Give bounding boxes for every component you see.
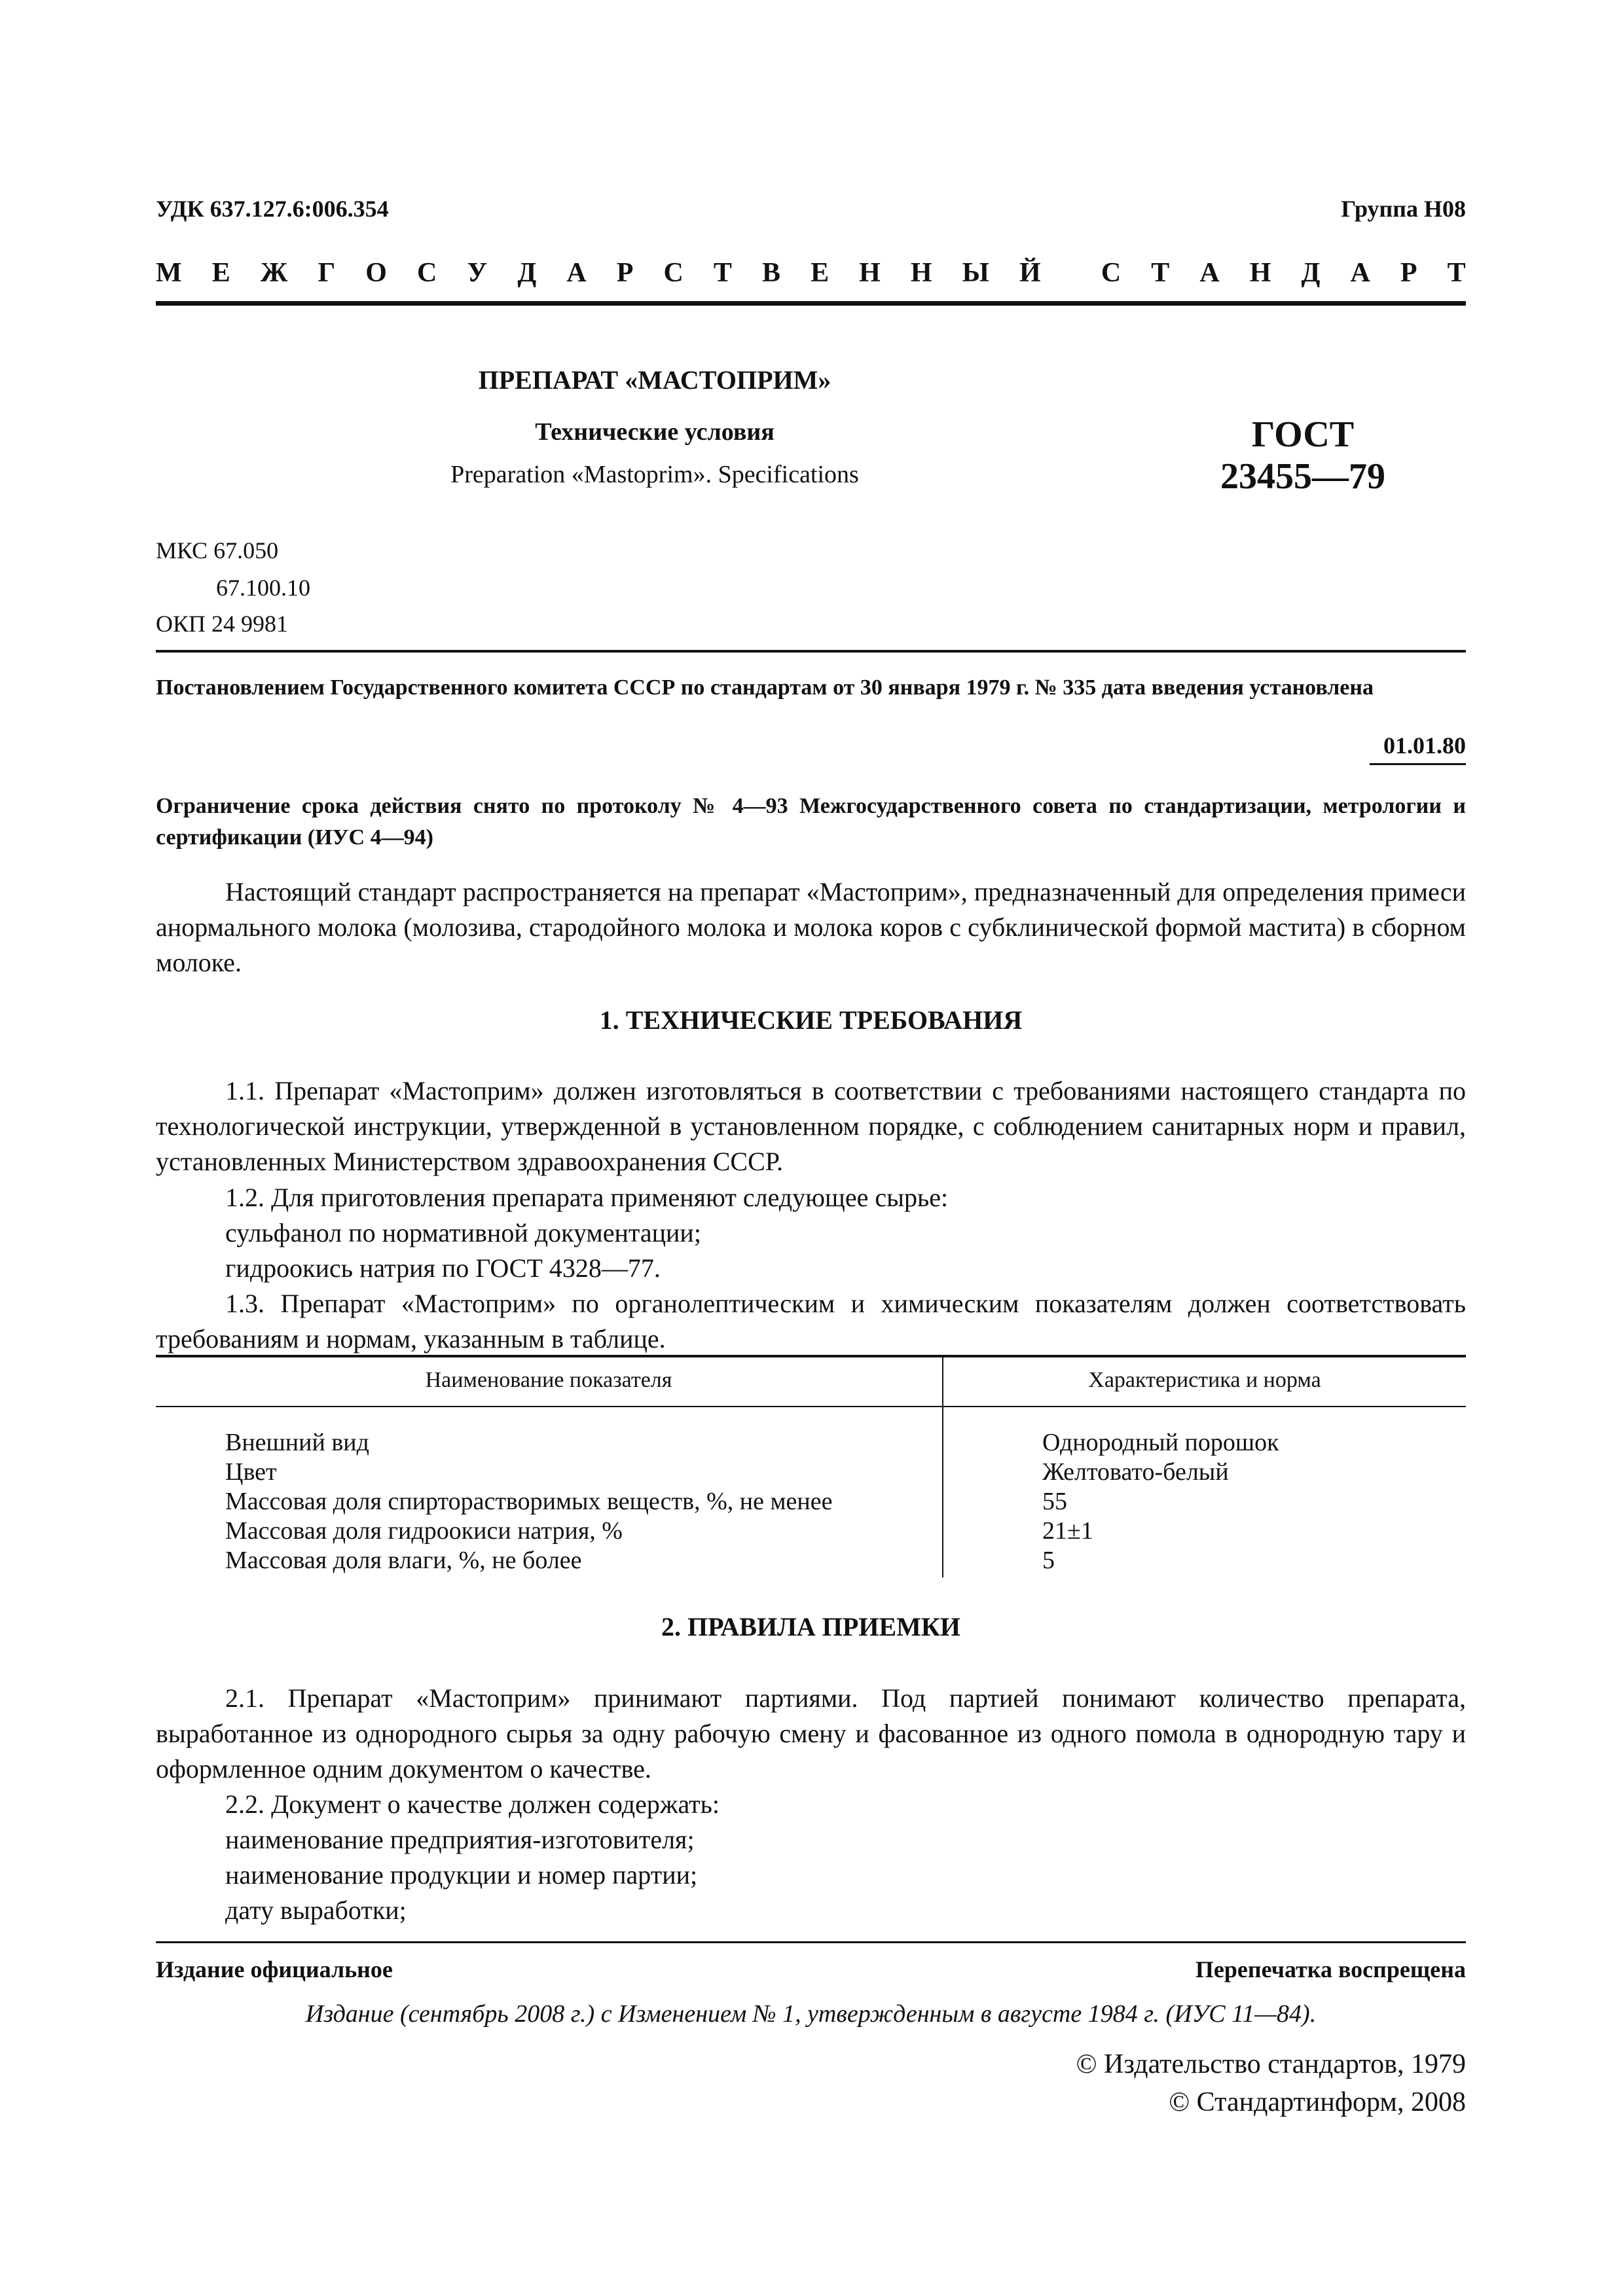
table-cell-value: 5 [1042,1547,1055,1574]
scope-paragraph: Настоящий стандарт распространяется на препарат «Мастоприм», предназначенный для определения примеси анормального молока (молозива, стародойного молока и молока коров с субклинической формой мастита) в сборном молоке. [156,877,1466,977]
table-cell-value: 55 [1042,1488,1067,1515]
banner-letter: Й [1019,258,1041,288]
banner-letter: А [1350,258,1370,288]
document-english-title: Preparation «Mastoprim». Specifications [450,461,859,488]
banner-letter: Т [1151,258,1170,288]
document-content-item: наименование продукции и номер партии; [225,1860,698,1890]
banner-letter: М [156,258,182,288]
banner-letter: Н [910,258,932,288]
footer-divider [156,1941,1466,1943]
table-cell-name: Массовая доля спирторастворимых веществ, %, не менее [225,1488,833,1515]
document-title: ПРЕПАРАТ «МАСТОПРИМ» [478,365,831,395]
table-cell-name: Цвет [225,1458,277,1486]
banner-letter: О [365,258,387,288]
banner-letter: С [663,258,684,288]
document-subtitle: Технические условия [535,418,775,446]
raw-material-item: гидроокись натрия по ГОСТ 4328—77. [225,1253,661,1283]
table-cell-value: Однородный порошок [1042,1429,1279,1456]
mks-code-second: 67.100.10 [216,575,310,601]
table-top-rule [156,1355,1466,1357]
gost-number: 23455—79 [1220,456,1385,497]
gost-label: ГОСТ [1251,414,1355,455]
table-cell-name: Массовая доля гидроокиси натрия, % [225,1517,623,1545]
mks-code: МКС 67.050 [156,537,279,564]
section-1-heading: 1. ТЕХНИЧЕСКИЕ ТРЕБОВАНИЯ [599,1005,1023,1035]
banner-letter: А [1199,258,1220,288]
group-code: Группа Н08 [1341,196,1466,222]
paragraph-1-1: 1.1. Препарат «Мастоприм» должен изготовляться в соответствии с требованиями настоящего стандарта по технологической инструкции, утвержденной в установленном порядке, с соблюдением санитарных норм и правил, установленных Министерством здравоохранения СССР. [156,1076,1466,1176]
banner-letter: У [467,258,488,288]
reprint-prohibited-label: Перепечатка воспрещена [1195,1956,1466,1982]
standard-type-banner [156,257,1466,289]
paragraph-1-2: 1.2. Для приготовления препарата применяют следующее сырье: [225,1183,949,1212]
introduction-date: 01.01.80 [1383,732,1466,759]
codes-divider [156,650,1466,653]
banner-letter: Ж [260,258,288,288]
table-cell-name: Внешний вид [225,1429,369,1456]
banner-letter: В [761,258,780,288]
date-underline [1370,763,1466,765]
table-cell-name: Массовая доля влаги, %, не более [225,1547,582,1574]
table-header-indicator: Наименование показателя [425,1368,672,1392]
banner-letter: С [1101,258,1122,288]
udk-code: УДК 637.127.6:006.354 [156,196,389,222]
copyright-publisher: © Издательство стандартов, 1979 [1076,2049,1466,2079]
table-header-rule [156,1406,1466,1407]
edition-note: Издание (сентябрь 2008 г.) с Изменением № 1, утвержденным в августе 1984 г. (ИУС 11—84). [305,2000,1317,2028]
raw-material-item: сульфанол по нормативной документации; [225,1218,701,1247]
banner-letter: Р [1400,258,1417,288]
document-content-item: дату выработки; [225,1895,407,1925]
limitation-note: Ограничение срока действия снято по протоколу № 4—93 Межгосударственного совета по стандартизации, метрологии и сертификации (ИУС 4—94) [156,794,1466,850]
banner-letter: Г [318,258,336,288]
banner-letter: С [417,258,437,288]
banner-letter: Т [713,258,732,288]
section-2-heading: 2. ПРАВИЛА ПРИЕМКИ [661,1612,960,1641]
table-cell-value: 21±1 [1042,1517,1093,1545]
document-content-item: наименование предприятия-изготовителя; [225,1825,695,1854]
table-header-norm: Характеристика и норма [1088,1368,1321,1392]
decree-text: Постановлением Государственного комитета СССР по стандартам от 30 января 1979 г. № 335 дата введения установлена [156,675,1374,700]
banner-letter: Р [616,258,634,288]
okp-code: ОКП 24 9981 [156,611,289,637]
copyright-standartinform: © Стандартинформ, 2008 [1169,2087,1466,2117]
paragraph-2-2: 2.2. Документ о качестве должен содержать: [225,1789,720,1819]
banner-letter: Д [517,258,537,288]
banner-letter: Д [1301,258,1321,288]
paragraph-1-3: 1.3. Препарат «Мастоприм» по органолептическим и химическим показателям должен соответствовать требованиям и нормам, указанным в таблице. [156,1289,1466,1354]
header-divider [156,301,1466,306]
table-cell-value: Желтовато-белый [1042,1458,1229,1486]
banner-letter: Е [811,258,830,288]
banner-letter: Н [1249,258,1271,288]
banner-letter: Н [859,258,881,288]
banner-letter: Ы [962,258,989,288]
banner-letter: А [566,258,587,288]
official-edition-label: Издание официальное [156,1956,393,1982]
paragraph-2-1: 2.1. Препарат «Мастоприм» принимают партиями. Под партией понимают количество препарата, выработанное из однородного сырья за одну рабочую смену и фасованное из одного помола в однородную тару и оформленное одним документом о качестве. [156,1683,1466,1784]
banner-letter: Т [1447,258,1466,288]
banner-letter: Е [211,258,230,288]
